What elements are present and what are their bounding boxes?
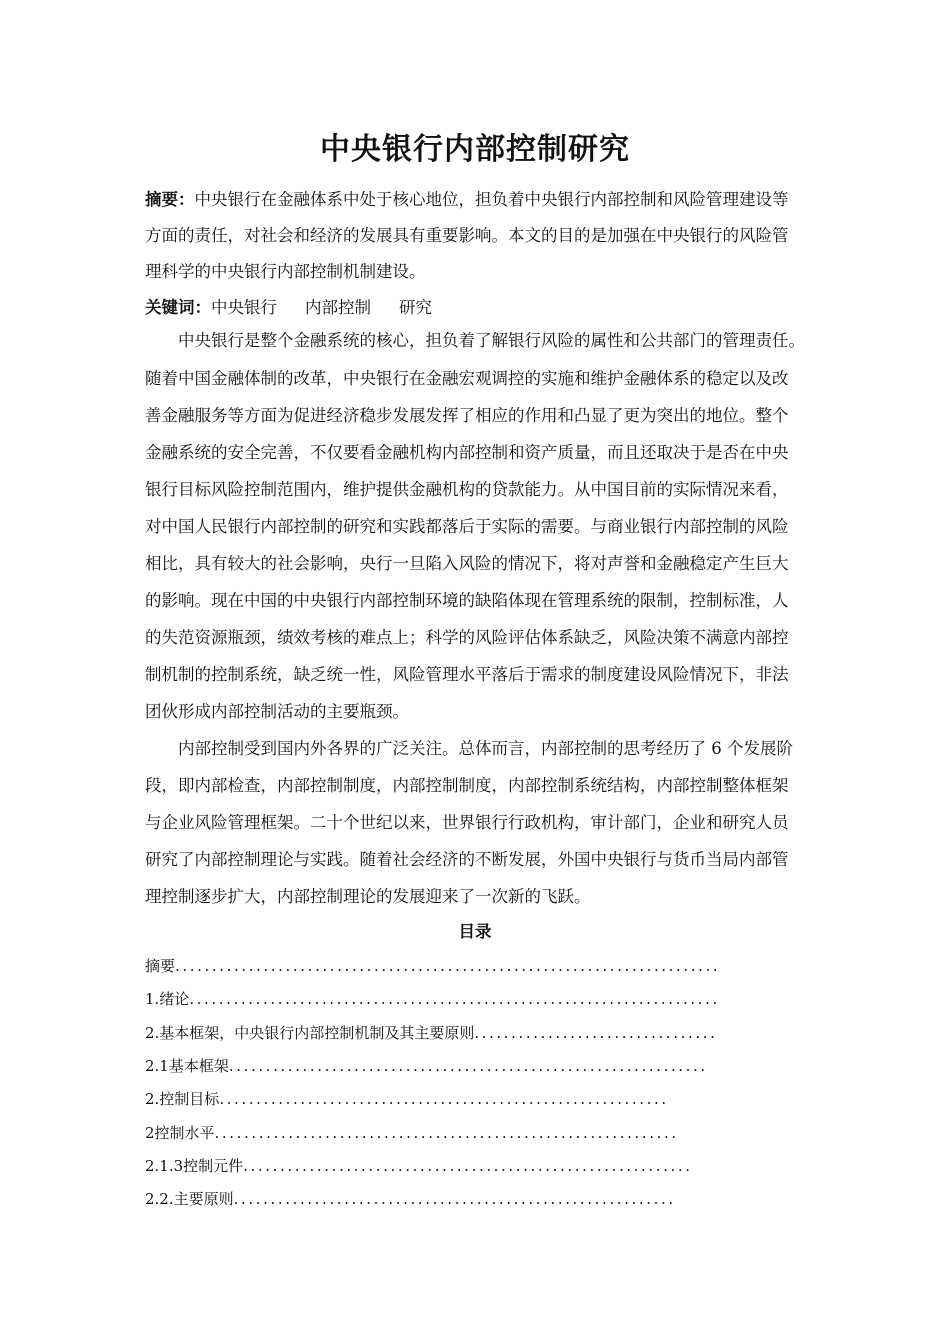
body-line: 中央银行是整个金融系统的核心，担负着了解银行风险的属性和公共部门的管理责任。 xyxy=(145,331,805,350)
toc-entry-label: 2.1.3控制元件 xyxy=(145,1157,244,1175)
toc-entry[interactable] xyxy=(145,1154,693,1178)
toc-entry[interactable] xyxy=(145,1087,669,1111)
toc-leader-dots: ................................. xyxy=(474,1024,718,1042)
keywords-label: 关键词： xyxy=(145,298,211,317)
body-line: 团伙形成内部控制活动的主要瓶颈。 xyxy=(145,702,409,721)
keywords-line xyxy=(145,296,825,320)
body-line: 相比，具有较大的社会影响，央行一旦陷入风险的情况下，将对声誉和金融稳定产生巨大 xyxy=(145,554,789,573)
keyword-item: 研究 xyxy=(399,298,432,317)
toc-entry[interactable] xyxy=(145,1121,679,1145)
body-line: 金融系统的安全完善，不仅要看金融机构内部控制和资产质量，而且还取决于是否在中央 xyxy=(145,443,789,462)
body-line: 善金融服务等方面为促进经济稳步发展发挥了相应的作用和凸显了更为突出的地位。整个 xyxy=(145,406,789,425)
body-line: 对中国人民银行内部控制的研究和实践都落后于实际的需要。与商业银行内部控制的风险 xyxy=(145,517,789,536)
abstract-line-2: 方面的责任，对社会和经济的发展具有重要影响。本文的目的是加强在中央银行的风险管 xyxy=(145,226,789,245)
abstract-line-1 xyxy=(145,188,825,212)
body-line: 理控制逐步扩大，内部控制理论的发展迎来了一次新的飞跃。 xyxy=(145,887,591,906)
toc-heading: 目录 xyxy=(458,922,492,941)
toc-entry[interactable] xyxy=(145,1021,717,1045)
body-line: 银行目标风险控制范围内，维护提供金融机构的贷款能力。从中国目前的实际情况来看， xyxy=(145,480,789,499)
toc-entry-label: 2.1基本框架 xyxy=(145,1057,229,1075)
toc-entry-label: 2.2.主要原则 xyxy=(145,1190,234,1208)
toc-leader-dots: ................................................................. xyxy=(228,1057,708,1075)
keyword-item: 中央银行 xyxy=(211,298,277,317)
toc-entry-label: 摘要 xyxy=(145,957,176,975)
toc-leader-dots: ............................................................... xyxy=(214,1124,679,1142)
toc-entry[interactable] xyxy=(145,987,720,1011)
toc-leader-dots: .......................................................................... xyxy=(175,957,721,975)
toc-entry-label: 1.绪论 xyxy=(145,990,190,1008)
toc-leader-dots: ............................................................. xyxy=(219,1090,669,1108)
body-line: 研究了内部控制理论与实践。随着社会经济的不断发展，外国中央银行与货币当局内部管 xyxy=(145,850,789,869)
body-line: 段，即内部检查，内部控制制度，内部控制制度，内部控制系统结构，内部控制整体框架 xyxy=(145,776,789,795)
toc-entry[interactable] xyxy=(145,1187,676,1211)
body-line: 与企业风险管理框架。二十个世纪以来，世界银行行政机构，审计部门，企业和研究人员 xyxy=(145,813,789,832)
toc-entry-label: 2控制水平 xyxy=(145,1124,215,1142)
toc-leader-dots: ............................................................ xyxy=(233,1190,676,1208)
keyword-item: 内部控制 xyxy=(305,298,371,317)
toc-entry-label: 2.控制目标 xyxy=(145,1090,220,1108)
body-line: 内部控制受到国内外各界的广泛关注。总体而言，内部控制的思考经历了 6 个发展阶 xyxy=(145,739,793,758)
body-line: 的影响。现在中国的中央银行内部控制环境的缺陷体现在管理系统的限制，控制标准，人 xyxy=(145,591,789,610)
toc-entry[interactable] xyxy=(145,1054,708,1078)
toc-leader-dots: ............................................................. xyxy=(243,1157,693,1175)
body-line: 制机制的控制系统，缺乏统一性，风险管理水平落后于需求的制度建设风险情况下，非法 xyxy=(145,665,789,684)
abstract-label: 摘要： xyxy=(145,190,195,209)
document-title: 中央银行内部控制研究 xyxy=(320,132,630,167)
body-line: 的失范资源瓶颈，绩效考核的难点上；科学的风险评估体系缺乏，风险决策不满意内部控 xyxy=(145,628,789,647)
abstract-text: 中央银行在金融体系中处于核心地位，担负着中央银行内部控制和风险管理建设等 xyxy=(194,190,789,209)
abstract-line-3: 理科学的中央银行内部控制机制建设。 xyxy=(145,262,426,281)
toc-entry[interactable] xyxy=(145,954,720,978)
body-line: 随着中国金融体制的改革，中央银行在金融宏观调控的实施和维护金融体系的稳定以及改 xyxy=(145,369,789,388)
toc-entry-label: 2.基本框架，中央银行内部控制机制及其主要原则 xyxy=(145,1024,475,1042)
toc-leader-dots: ........................................................................ xyxy=(189,990,720,1008)
